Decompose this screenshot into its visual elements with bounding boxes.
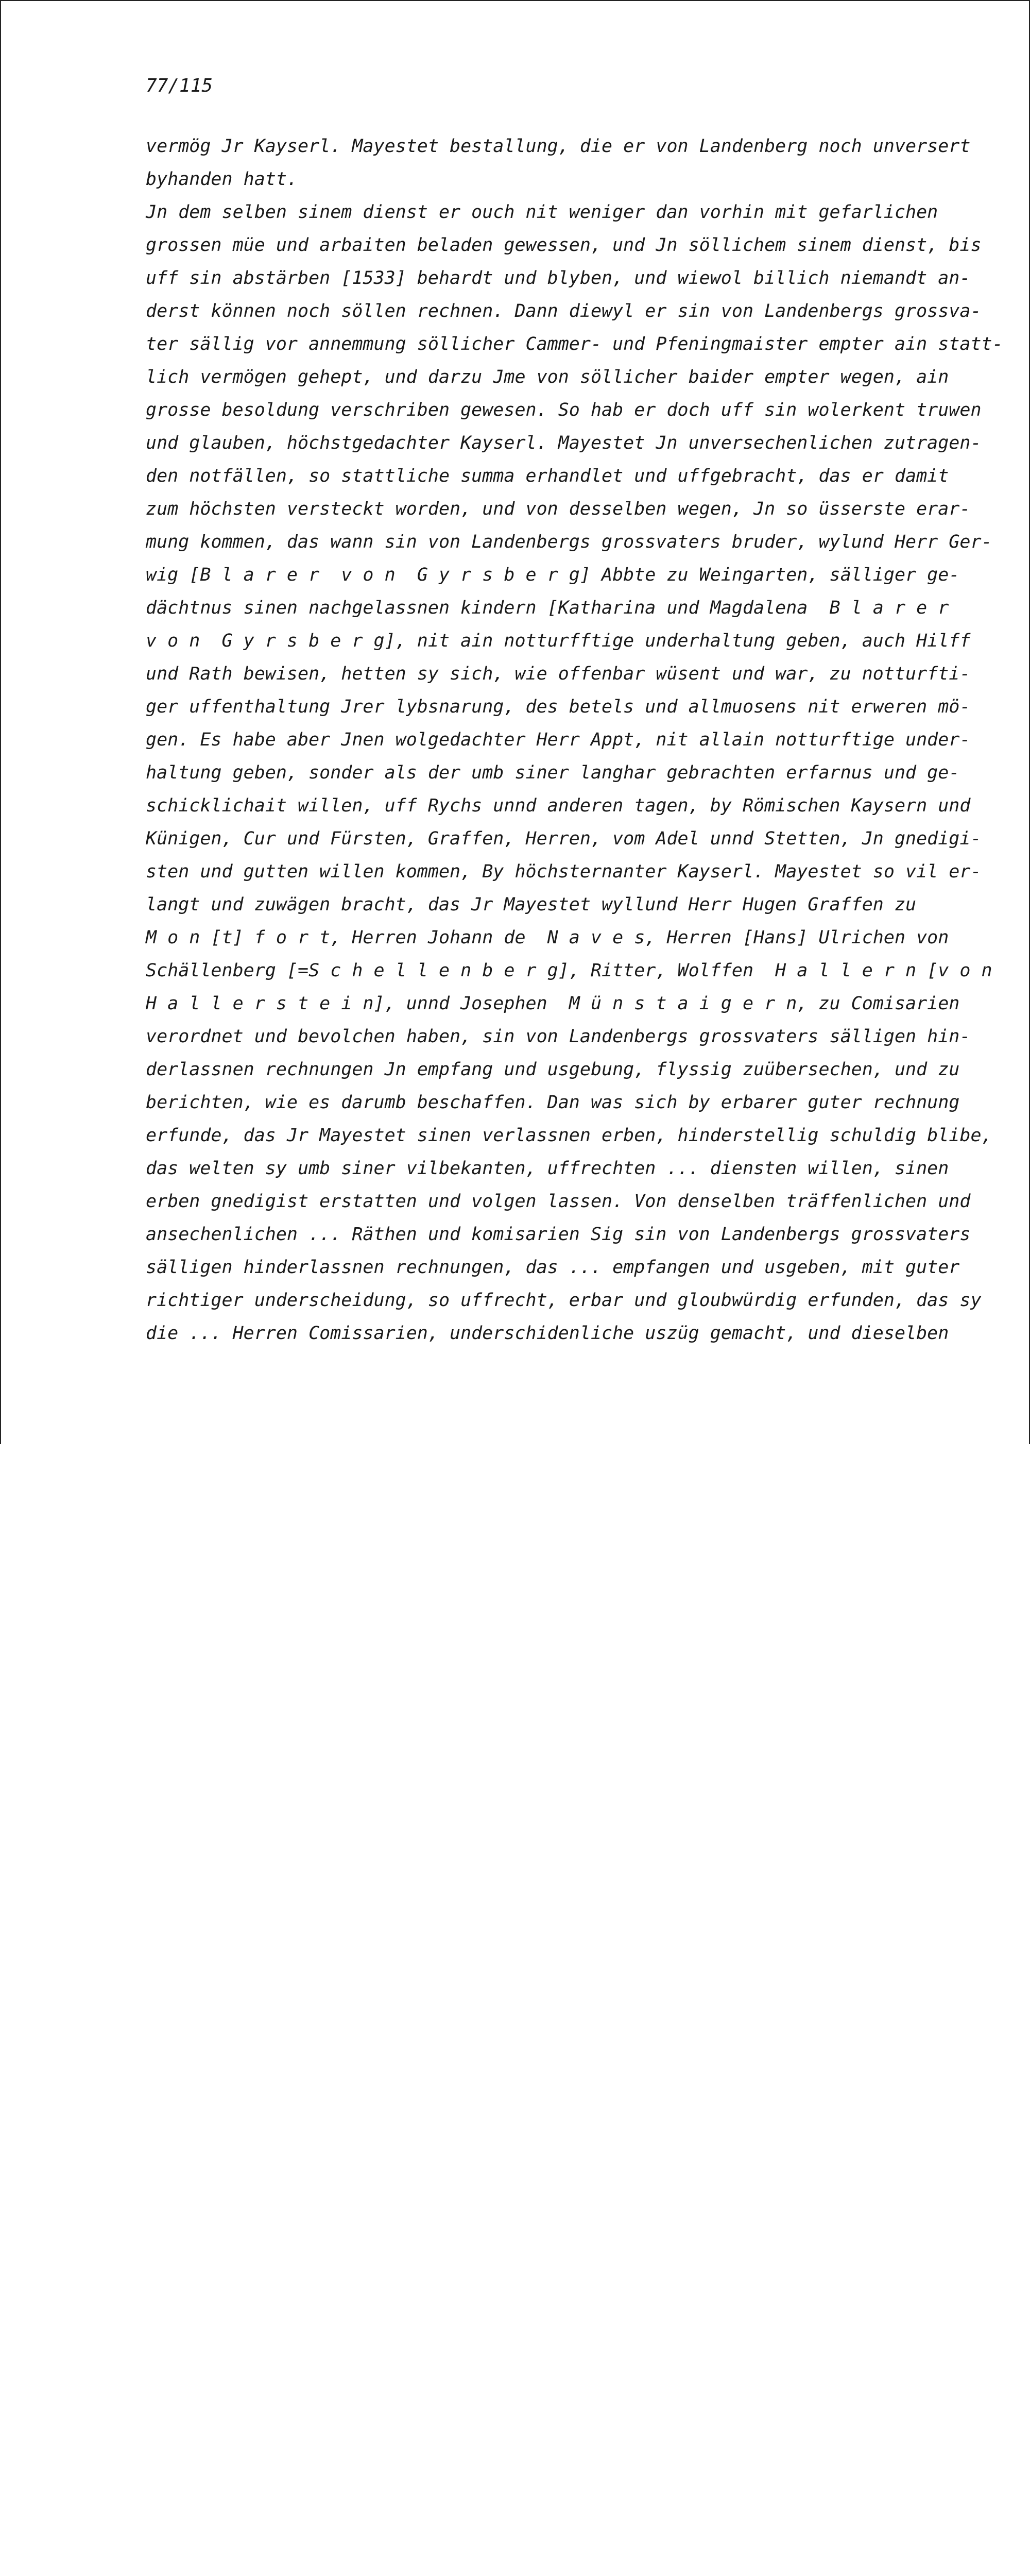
text-line: M o n [t] f o r t, Herren Johann de N a v e s, Herren [Hans] Ulrichen von	[146, 927, 949, 948]
text-line: erben gnedigist erstatten und volgen lassen. Von denselben träffenlichen und	[146, 1191, 971, 1212]
text-line: derlassnen rechnungen Jn empfang und usgebung, flyssig zuübersechen, und zu	[146, 1059, 960, 1080]
text-line: und glauben, höchstgedachter Kayserl. Mayestet Jn unversechenlichen zutragen-	[146, 433, 982, 453]
text-line: das welten sy umb siner vilbekanten, uffrechten ... diensten willen, sinen	[146, 1158, 949, 1179]
text-line: ter sällig vor annemmung söllicher Cammer- und Pfeningmaister empter ain statt-	[146, 334, 1003, 354]
text-line: mung kommen, das wann sin von Landenbergs grossvaters bruder, wylund Herr Ger-	[146, 532, 992, 552]
text-line: erfunde, das Jr Mayestet sinen verlassnen erben, hinderstellig schuldig blibe,	[146, 1125, 992, 1146]
text-line: schicklichait willen, uff Rychs unnd anderen tagen, by Römischen Kaysern und	[146, 795, 971, 816]
text-line: grosse besoldung verschriben gewesen. So hab er doch uff sin wolerkent truwen	[146, 400, 982, 420]
text-line: ger uffenthaltung Jrer lybsnarung, des betels und allmuosens nit erweren mö-	[146, 697, 971, 717]
text-line: zum höchsten versteckt worden, und von desselben wegen, Jn so üsserste erar-	[146, 499, 971, 519]
text-line: derst können noch söllen rechnen. Dann diewyl er sin von Landenbergs grossva-	[146, 301, 982, 321]
text-line: lich vermögen gehept, und darzu Jme von söllicher baider empter wegen, ain	[146, 367, 949, 387]
text-line: die ... Herren Comissarien, underschidenliche uszüg gemacht, und dieselben	[146, 1323, 949, 1344]
page-border-top	[0, 0, 1030, 1]
text-line: langt und zuwägen bracht, das Jr Mayestet wyllund Herr Hugen Graffen zu	[146, 894, 917, 915]
text-line: verordnet und bevolchen haben, sin von Landenbergs grossvaters sälligen hin-	[146, 1026, 971, 1047]
text-line: den notfällen, so stattliche summa erhandlet und uffgebracht, das er damit	[146, 466, 949, 486]
text-line: Schällenberg [=S c h e l l e n b e r g], Ritter, Wolffen H a l l e r n [v o n	[146, 960, 992, 981]
text-line: vermög Jr Kayserl. Mayestet bestallung, die er von Landenberg noch unversert	[146, 136, 971, 157]
text-line: v o n G y r s b e r g], nit ain notturfftige underhaltung geben, auch Hilff	[146, 631, 971, 651]
text-line: sten und gutten willen kommen, By höchsternanter Kayserl. Mayestet so vil er-	[146, 861, 982, 882]
text-line: byhanden hatt.	[146, 169, 298, 190]
text-line: H a l l e r s t e i n], unnd Josephen M ü n s t a i g e r n, zu Comisarien	[146, 993, 960, 1014]
text-line: und Rath bewisen, hetten sy sich, wie offenbar wüsent und war, zu notturfti-	[146, 664, 971, 684]
text-line: grossen müe und arbaiten beladen gewessen, und Jn söllichem sinem dienst, bis	[146, 235, 982, 256]
text-line: sälligen hinderlassnen rechnungen, das ... empfangen und usgeben, mit guter	[146, 1257, 960, 1278]
text-line: Künigen, Cur und Fürsten, Graffen, Herren, vom Adel unnd Stetten, Jn gnedigi-	[146, 828, 982, 849]
text-line: uff sin abstärben [1533] behardt und blyben, und wiewol billich niemandt an-	[146, 268, 971, 289]
text-line: wig [B l a r e r v o n G y r s b e r g] Abbte zu Weingarten, sälliger ge-	[146, 565, 960, 585]
page-reference: 77/115	[146, 75, 213, 96]
text-line: dächtnus sinen nachgelassnen kindern [Katharina und Magdalena B l a r e r	[146, 598, 949, 618]
text-line: Jn dem selben sinem dienst er ouch nit weniger dan vorhin mit gefarlichen	[146, 202, 938, 223]
text-line: gen. Es habe aber Jnen wolgedachter Herr Appt, nit allain notturftige under-	[146, 730, 971, 750]
page-border-left	[0, 0, 1, 1444]
text-line: ansechenlichen ... Räthen und komisarien Sig sin von Landenbergs grossvaters	[146, 1224, 971, 1245]
text-line: haltung geben, sonder als der umb siner langhar gebrachten erfarnus und ge-	[146, 762, 960, 783]
text-line: richtiger underscheidung, so uffrecht, erbar und gloubwürdig erfunden, das sy	[146, 1290, 982, 1311]
typed-text-body	[146, 130, 1003, 1350]
text-line: berichten, wie es darumb beschaffen. Dan was sich by erbarer guter rechnung	[146, 1092, 960, 1113]
